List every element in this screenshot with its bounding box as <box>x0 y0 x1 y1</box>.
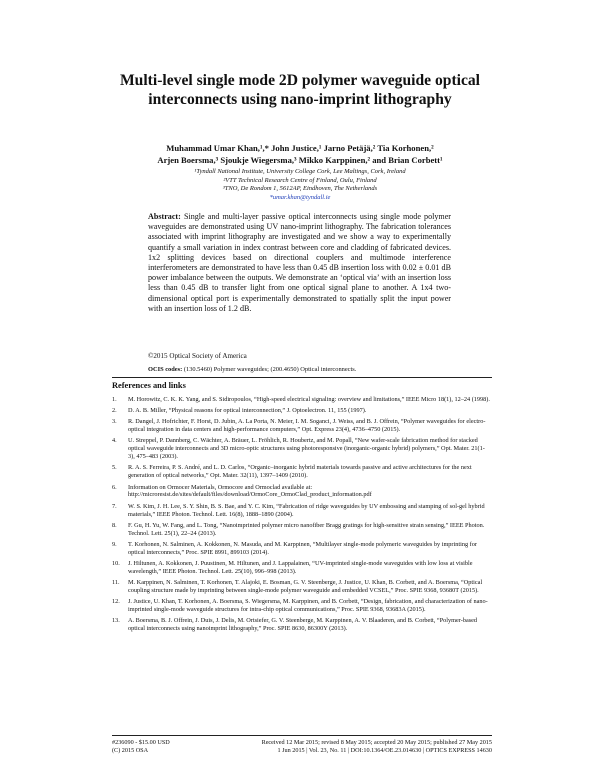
reference-item <box>112 464 490 480</box>
reference-number: 10. <box>112 559 120 567</box>
reference-item <box>112 560 490 576</box>
reference-text: W. S. Kim, J. H. Lee, S. Y. Shin, B. S. Bae, and Y. C. Kim, “Fabrication of ridge waveguides by UV embossing and stamping of sol-gel hybrid materials,” IEEE Photon. Technol. Lett. 16(8), 1888–1890 (2004). <box>128 502 485 518</box>
reference-text: R. A. S. Ferreira, P. S. André, and L. D. Carlos, “Organic–inorganic hybrid materials towards passive and active architectures for the next generation of optical networks,” Opt. Mater. 32(11), 1397–1409 (2010). <box>128 464 472 480</box>
corresponding-email[interactable]: *umar.khan@tyndall.ie <box>269 194 331 202</box>
reference-number: 5. <box>112 464 117 472</box>
reference-text: F. Gu, H. Yu, W. Fang, and L. Tong, “Nanoimprinted polymer micro nanofiber Bragg gratings for high-sensitive strain sensing,” IEEE Photon. Technol. Lett. 25(1), 22–24 (2013). <box>128 521 485 537</box>
affiliation: ³TNO, De Rondom 1, 5612AP, Eindhoven, The Netherlands <box>222 185 378 193</box>
reference-item <box>112 396 490 404</box>
affiliation: ²VTT Technical Research Centre of Finland, Oulu, Finland <box>223 176 377 184</box>
divider <box>112 735 492 736</box>
author-line: Muhammad Umar Khan,¹,* John Justice,¹ Jarno Petäjä,² Tia Korhonen,² <box>166 143 434 153</box>
author-list <box>90 142 510 166</box>
affiliation: ¹Tyndall National Institute, University College Cork, Lee Maltings, Cork, Ireland <box>194 168 406 175</box>
divider <box>112 377 492 378</box>
reference-item <box>112 598 490 614</box>
references-heading: References and links <box>112 381 186 390</box>
reference-text: D. A. B. Miller, “Physical reasons for optical interconnection,” J. Optoelectron. 11, 155 (1997). <box>128 407 367 415</box>
reference-text: J. Justice, U. Khan, T. Korhonen, A. Boersma, S. Wiegersma, M. Karppinen, and B. Corbett, “Design, fabrication, and characterization of nano-imprinted single-mode waveguide structures for intra-chip optical communications,” Proc. SPIE 9368, 93683A (2015). <box>128 598 488 614</box>
footer-row <box>112 747 492 755</box>
reference-number: 8. <box>112 521 117 529</box>
page-footer <box>112 739 492 756</box>
reference-item <box>112 484 490 500</box>
reference-item <box>112 522 490 538</box>
footer-journal-info: 1 Jun 2015 | Vol. 23, No. 11 | DOI:10.1364/OE.23.014630 | OPTICS EXPRESS 14630 <box>277 747 492 755</box>
abstract <box>148 212 451 314</box>
reference-item <box>112 437 490 461</box>
footer-copyright: (C) 2015 OSA <box>112 747 149 755</box>
reference-number: 7. <box>112 502 117 510</box>
ocis-codes <box>148 366 356 373</box>
abstract-label: Abstract: <box>148 212 181 221</box>
reference-text: A. Boersma, B. J. Offrein, J. Duis, J. Delis, M. Ortsiefer, G. V. Steenberge, M. Karppinen, A. V. Blaaderen, and B. Corbett, “Polymer-based optical interconnects using nanoimprint lithography,” Proc. SPIE 8630, 86300Y (2013). <box>128 617 478 633</box>
reference-item <box>112 418 490 434</box>
ocis-text: (130.5460) Polymer waveguides; (200.4650) Optical interconnects. <box>183 366 357 373</box>
reference-text: M. Horowitz, C. K. K. Yang, and S. Sidiropoulos, “High-speed electrical signaling: overview and limitations,” IEEE Micro 18(1), 12–24 (1998). <box>128 396 490 403</box>
reference-number: 2. <box>112 407 117 415</box>
reference-number: 13. <box>112 617 120 625</box>
reference-list <box>112 396 490 636</box>
reference-item <box>112 579 490 595</box>
reference-item <box>112 617 490 633</box>
reference-item <box>112 407 490 415</box>
copyright: ©2015 Optical Society of America <box>148 352 247 360</box>
reference-text: Information on Ormocer Materials, Ormocore and Ormoclad available at: http://microresist.de/sites/default/files/download/OrmoCore_OrmoClad_product_information.pdf <box>128 483 372 499</box>
reference-text: J. Hiltunen, A. Kokkonen, J. Puustinen, M. Hiltunen, and J. Lappalainen, “UV-imprinted single-mode waveguides with low loss at visible wavelength,” IEEE Photon. Technol. Lett. 25(10), 996–998 (2013). <box>128 559 473 575</box>
reference-number: 3. <box>112 418 117 426</box>
reference-text: M. Karppinen, N. Salminen, T. Korhonen, T. Alajoki, E. Bosman, G. V. Steenberge, J. Justice, U. Khan, B. Corbett, and A. Boersma, “Optical coupling structure made by imprinting between single-mode polymer waveguide and embedded VCSEL,” Proc. SPIE 9368, 93680T (2015). <box>128 578 483 594</box>
affiliations <box>120 168 480 203</box>
footer-article-id: #236090 - $15.00 USD <box>112 739 170 746</box>
reference-item <box>112 541 490 557</box>
reference-number: 11. <box>112 578 120 586</box>
reference-text: R. Dangel, J. Hofrichter, F. Horst, D. Jubin, A. La Porta, N. Meier, I. M. Soganci, J. Weiss, and B. J. Offrein, “Polymer waveguides for electro-optical integration in data centers and high-performance computers,” Opt. Express 23(4), 4736–4750 (2015). <box>128 418 486 434</box>
footer-dates: Received 12 Mar 2015; revised 8 May 2015; accepted 20 May 2015; published 27 May 2015 <box>261 739 492 746</box>
ocis-label: OCIS codes: <box>148 366 183 373</box>
reference-number: 6. <box>112 483 117 491</box>
reference-text: U. Streppel, P. Dannberg, C. Wächter, A. Bräuer, L. Fröhlich, R. Houbertz, and M. Popall, “New wafer-scale fabrication method for stacked optical waveguide interconnects and 3D micro-optic structures using photoresponsive (inorganic-organic hybrid) polymers,” Opt. Mater. 21(1-3), 475–483 (2003). <box>128 437 485 461</box>
reference-number: 1. <box>112 396 117 403</box>
abstract-text: Single and multi-layer passive optical interconnects using single mode polymer waveguides are demonstrated using UV nano-imprint lithography. The fabrication tolerances associated with imprint lithography are investigated and we show a way to experimentally quantify a small variation in index contrast between core and cladding of fabricated devices. 1x2 splitting devices based on directional couplers and multimode interference interferometers are demonstrated to have less than 0.45 dB insertion loss with 0.02 ± 0.01 dB power imbalance between the outputs. We demonstrate an ‘optical via’ with an insertion loss less than 0.45 dB to transfer light from one optical signal plane to another. A 1x4 two-dimensional optical port is experimentally demonstrated to spatially split the input power with an insertion loss of 1.2 dB. <box>148 212 451 313</box>
author-line: Arjen Boersma,³ Sjoukje Wiegersma,³ Mikko Karppinen,² and Brian Corbett¹ <box>157 155 443 166</box>
paper-title: Multi-level single mode 2D polymer waveguide optical interconnects using nano-imprint lithography <box>119 72 481 108</box>
reference-number: 12. <box>112 598 120 606</box>
reference-number: 9. <box>112 540 117 548</box>
reference-text: T. Korhonen, N. Salminen, A. Kokkonen, N. Masuda, and M. Karppinen, “Multilayer single-mode polymeric waveguides by imprinting for optical interconnects,” Proc. SPIE 8991, 899103 (2014). <box>128 540 477 556</box>
footer-row <box>112 739 492 747</box>
reference-item <box>112 503 490 519</box>
reference-number: 4. <box>112 437 117 445</box>
